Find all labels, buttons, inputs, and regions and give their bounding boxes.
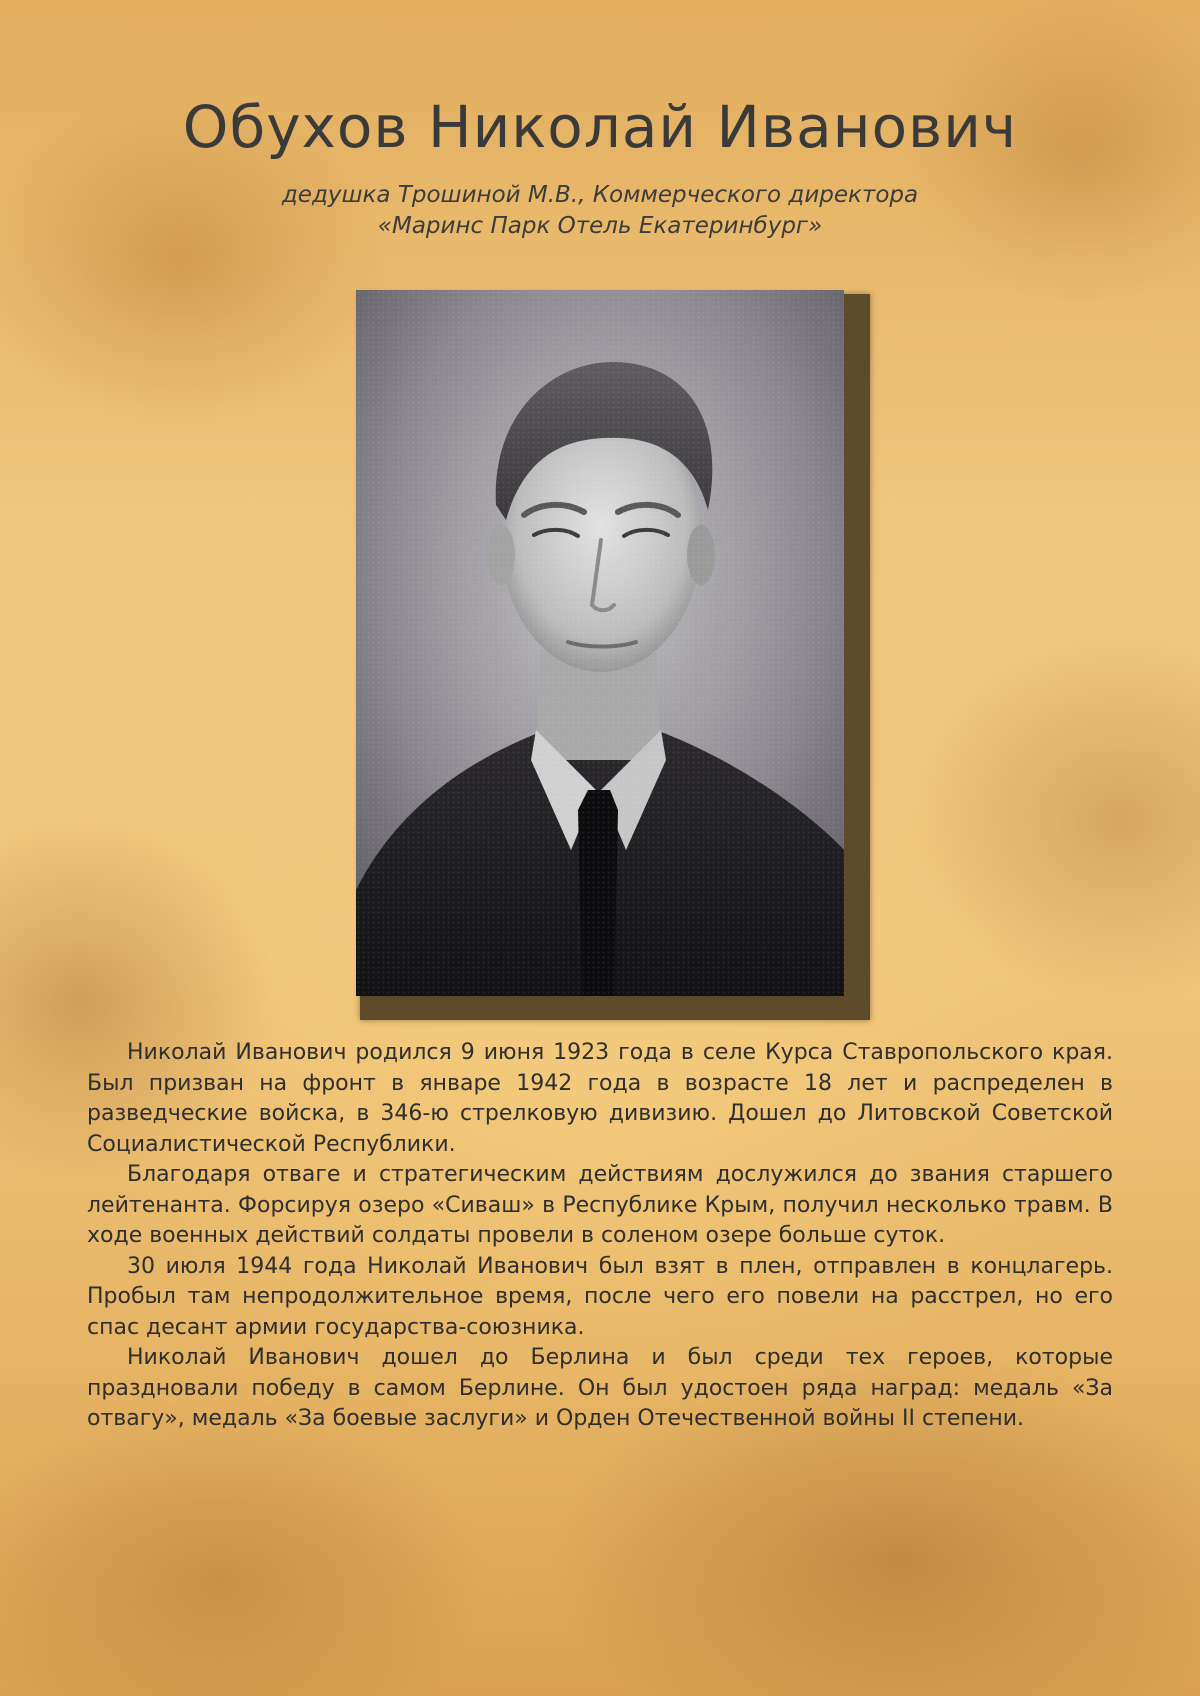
portrait-photo: [356, 290, 844, 996]
portrait-photo-icon: [356, 290, 844, 996]
biography-text: [87, 1038, 1113, 1435]
subtitle-line-2: «Маринс Парк Отель Екатеринбург»: [377, 213, 823, 239]
biography-paragraph-3: 30 июля 1944 года Николай Иванович был взят в плен, отправлен в концлагерь. Пробыл там непродолжительное время, после чего его повели на расстрел, но его спас десант армии государства-союзника.: [87, 1253, 1113, 1340]
page-subtitle: [0, 180, 1200, 242]
biography-paragraph-2: Благодаря отваге и стратегическим действиям дослужился до звания старшего лейтенанта. Форсируя озеро «Сиваш» в Республике Крым, получил несколько травм. В ходе военных действий солдаты провели в соленом озере больше суток.: [87, 1162, 1113, 1248]
biography-paragraph-1: Николай Иванович родился 9 июня 1923 года в селе Курса Ставропольского края. Был призван на фронт в январе 1942 года в возрасте 18 лет и распределен в разведческие войска, в 346-ю стрелковую дивизию. Дошел до Литовской Советской Социалистической Республики.: [87, 1040, 1113, 1157]
page-title: Обухов Николай Иванович: [182, 93, 1018, 161]
biography-paragraph-4: Николай Иванович дошел до Берлина и был среди тех героев, которые праздновали победу в самом Берлине. Он был удостоен ряда наград: медаль «За отвагу», медаль «За боевые заслуги» и Орден Отечественной войны II степени.: [87, 1345, 1113, 1431]
subtitle-line-1: дедушка Трошиной М.В., Коммерческого директора: [281, 182, 919, 208]
